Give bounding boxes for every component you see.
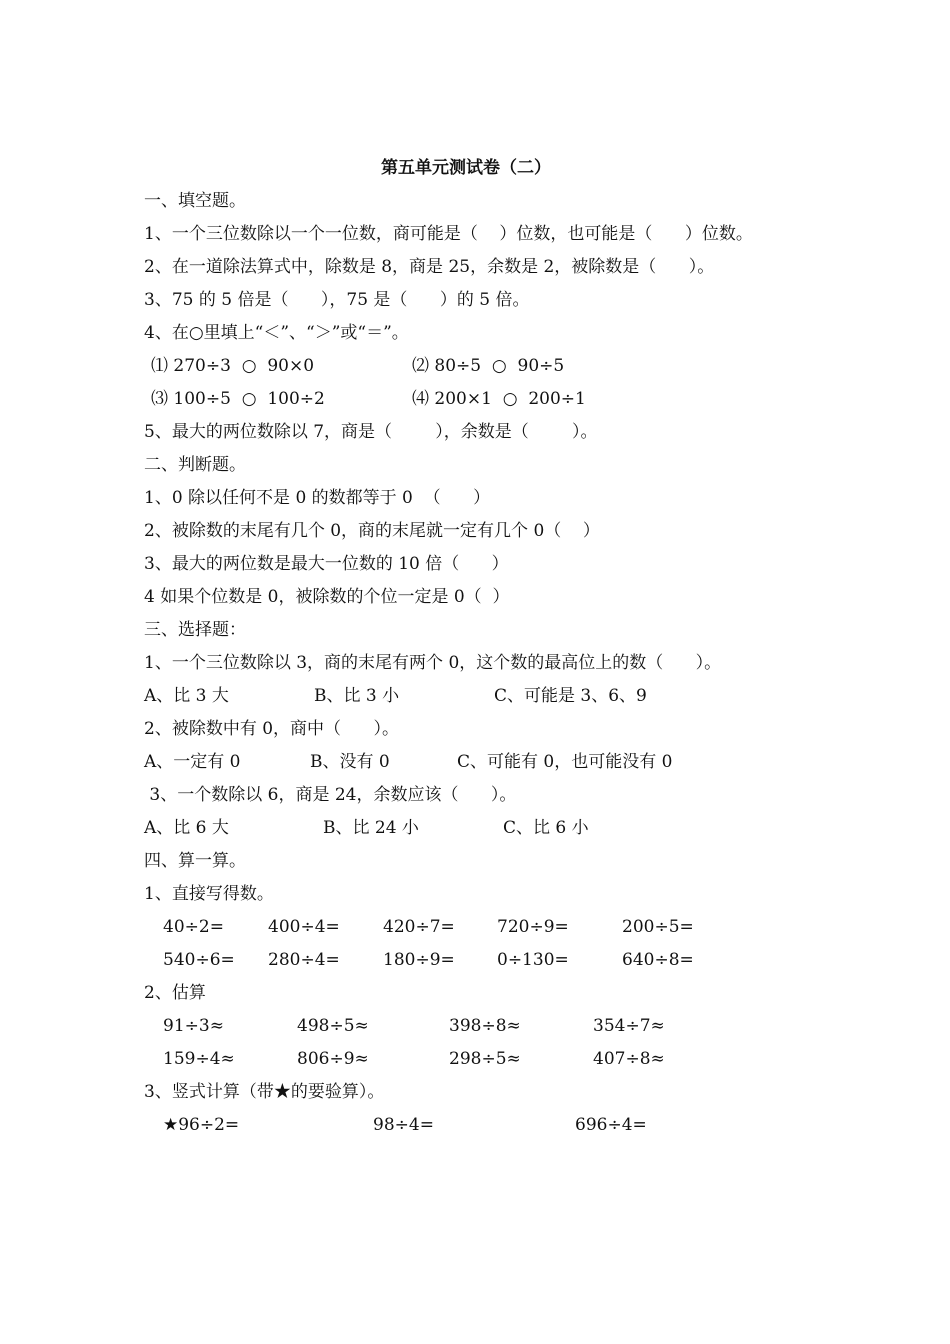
estimate-item: 159÷4≈ (163, 1049, 235, 1069)
choice-option: B、比 3 小 (314, 686, 400, 706)
calc-sub-heading: 3、竖式计算（带★的要验算）。 (144, 1082, 385, 1102)
compare-item: ⑵ 80÷5 ○ 90÷5 (412, 356, 565, 376)
section-3-heading: 三、选择题： (144, 620, 246, 640)
fill-question-5: 5、最大的两位数除以 7，商是（ ），余数是（ ）。 (144, 422, 598, 442)
fill-question-3: 3、75 的 5 倍是（ ），75 是（ ）的 5 倍。 (144, 290, 530, 310)
judge-item: 3、最大的两位数是最大一位数的 10 倍（ ） (144, 554, 509, 574)
direct-calc-item: 40÷2= (163, 917, 224, 937)
calc-sub-heading: 1、直接写得数。 (144, 884, 274, 904)
calc-sub-heading: 2、估算 (144, 983, 206, 1003)
judge-item: 4 如果个位数是 0，被除数的个位一定是 0（ ） (144, 587, 510, 607)
choice-option: C、可能有 0，也可能没有 0 (457, 752, 673, 772)
direct-calc-item: 0÷130= (497, 950, 569, 970)
fill-question-1: 1、一个三位数除以一个一位数，商可能是（ ）位数，也可能是（ ）位数。 (144, 224, 753, 244)
vertical-calc-item: ★96÷2= (163, 1115, 240, 1135)
judge-item: 1、0 除以任何不是 0 的数都等于 0 （ ） (144, 488, 491, 508)
direct-calc-item: 280÷4= (268, 950, 340, 970)
fill-question-2: 2、在一道除法算式中，除数是 8，商是 25，余数是 2，被除数是（ ）。 (144, 257, 715, 277)
direct-calc-item: 200÷5= (622, 917, 694, 937)
judge-item: 2、被除数的末尾有几个 0，商的末尾就一定有几个 0（ ） (144, 521, 600, 541)
choice-question-1: 1、一个三位数除以 3，商的末尾有两个 0，这个数的最高位上的数（ ）。 (144, 653, 722, 673)
direct-calc-item: 720÷9= (497, 917, 569, 937)
section-1-heading: 一、填空题。 (144, 191, 246, 211)
estimate-item: 91÷3≈ (163, 1016, 224, 1036)
direct-calc-item: 640÷8= (622, 950, 694, 970)
estimate-item: 354÷7≈ (593, 1016, 665, 1036)
estimate-item: 806÷9≈ (297, 1049, 369, 1069)
direct-calc-item: 420÷7= (383, 917, 455, 937)
section-2-heading: 二、判断题。 (144, 455, 246, 475)
vertical-calc-item: 98÷4= (373, 1115, 434, 1135)
compare-item: ⑶ 100÷5 ○ 100÷2 (151, 389, 325, 409)
choice-option: A、比 6 大 (144, 818, 229, 838)
choice-option: B、比 24 小 (323, 818, 419, 838)
compare-item: ⑴ 270÷3 ○ 90×0 (151, 356, 315, 376)
fill-question-4: 4、在○里填上“＜”、“＞”或“＝”。 (144, 323, 409, 343)
choice-option: A、一定有 0 (144, 752, 241, 772)
choice-option: C、可能是 3、6、9 (494, 686, 647, 706)
estimate-item: 298÷5≈ (449, 1049, 521, 1069)
estimate-item: 498÷5≈ (297, 1016, 369, 1036)
estimate-item: 407÷8≈ (593, 1049, 665, 1069)
compare-item: ⑷ 200×1 ○ 200÷1 (412, 389, 586, 409)
vertical-calc-item: 696÷4= (575, 1115, 647, 1135)
estimate-item: 398÷8≈ (449, 1016, 521, 1036)
choice-question-2: 2、被除数中有 0，商中（ ）。 (144, 719, 399, 739)
section-4-heading: 四、算一算。 (144, 851, 246, 871)
choice-option: B、没有 0 (310, 752, 390, 772)
direct-calc-item: 540÷6= (163, 950, 235, 970)
choice-option: C、比 6 小 (503, 818, 589, 838)
direct-calc-item: 400÷4= (268, 917, 340, 937)
direct-calc-item: 180÷9= (383, 950, 455, 970)
choice-option: A、比 3 大 (144, 686, 229, 706)
choice-question-3: 3、一个数除以 6，商是 24，余数应该（ ）。 (144, 785, 517, 805)
page-title: 第五单元测试卷（二） (381, 158, 551, 178)
